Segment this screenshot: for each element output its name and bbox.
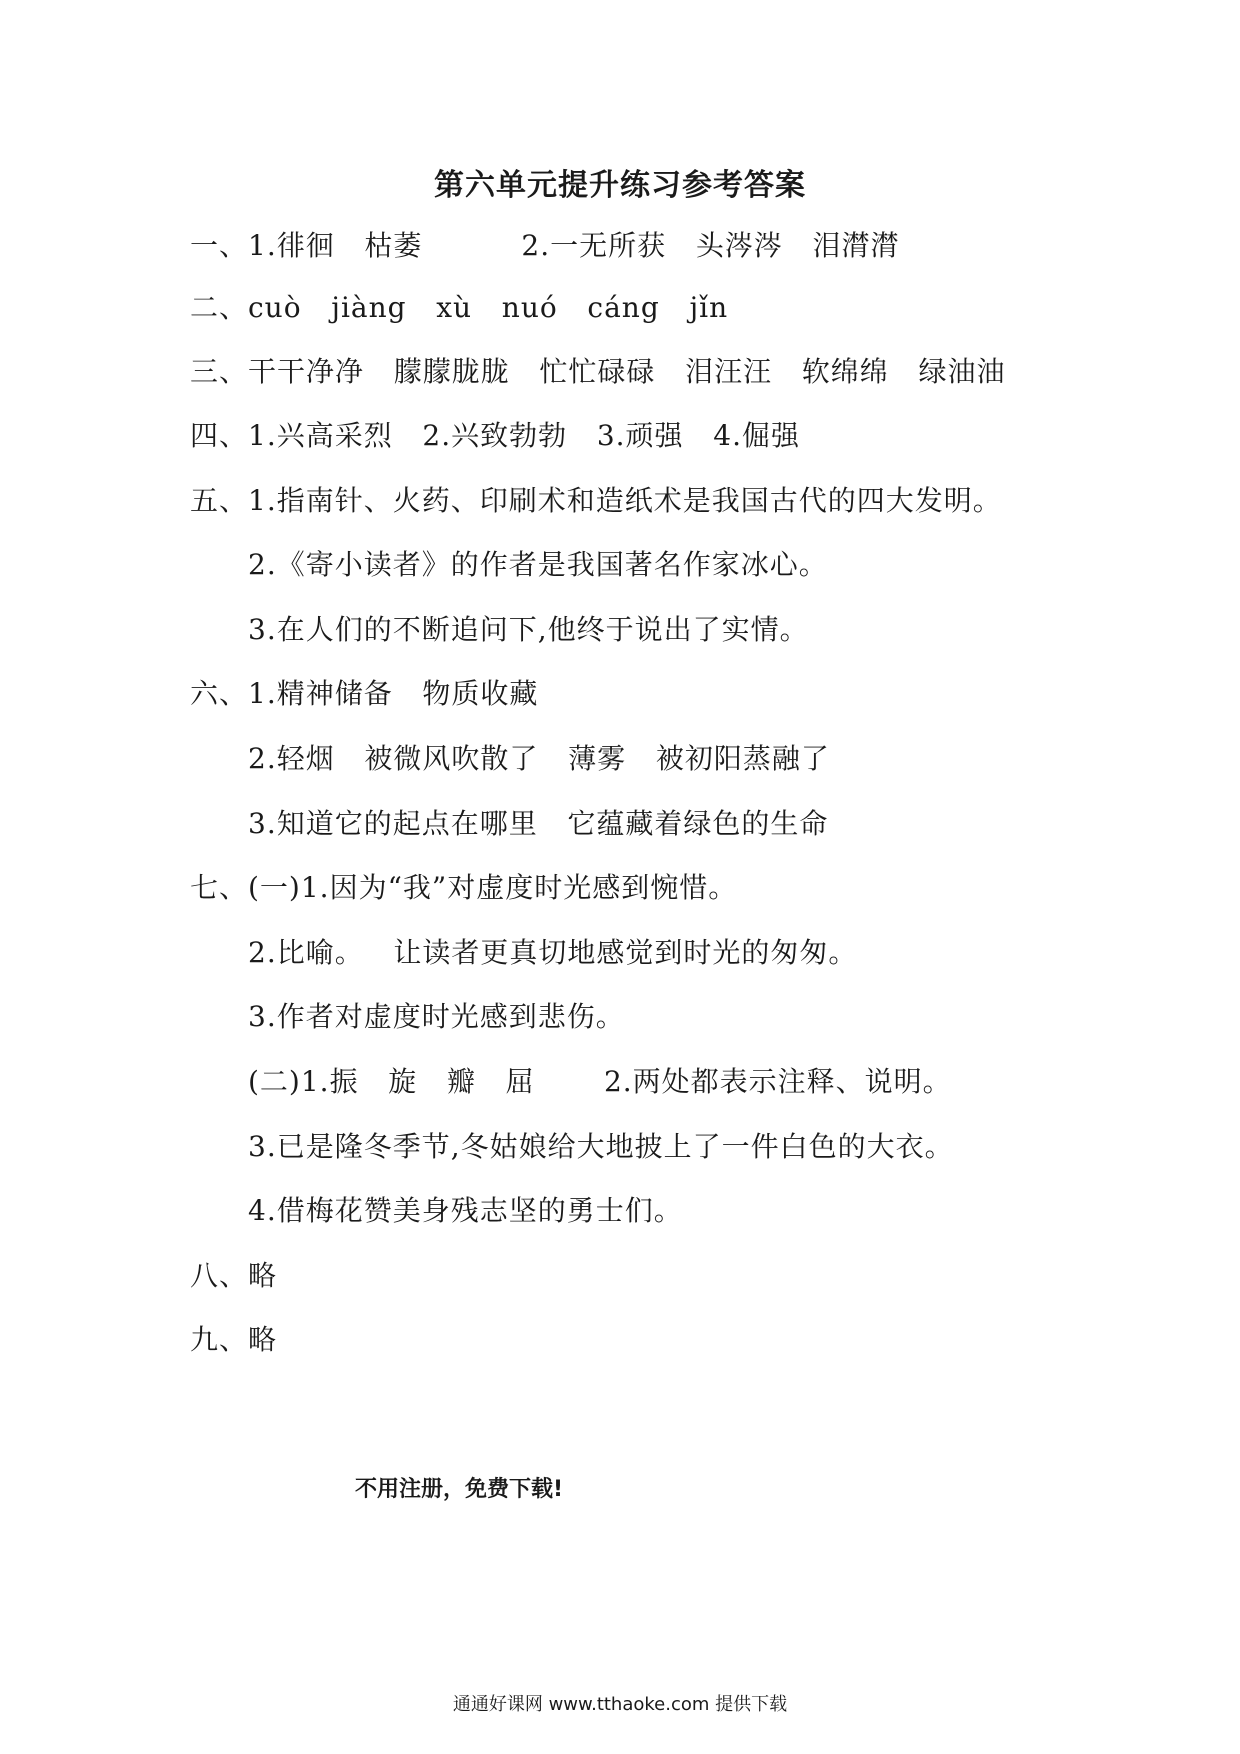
answer-line-6-3: 3.知道它的起点在哪里 它蕴藏着绿色的生命 bbox=[248, 807, 829, 840]
answer-line-7-2: 2.比喻。 让读者更真切地感觉到时光的匆匆。 bbox=[248, 936, 858, 969]
answer-line-5-2: 2.《寄小读者》的作者是我国著名作家冰心。 bbox=[248, 548, 828, 581]
answer-line-2: 二、cuò jiàng xù nuó cáng jǐn bbox=[190, 291, 729, 324]
answer-line-8: 八、略 bbox=[190, 1259, 278, 1292]
answer-line-7-part2-3: 3.已是隆冬季节,冬姑娘给大地披上了一件白色的大衣。 bbox=[248, 1130, 954, 1163]
promo-note: 不用注册，免费下载! bbox=[355, 1477, 564, 1502]
answer-line-7-part2-4: 4.借梅花赞美身残志坚的勇士们。 bbox=[248, 1194, 683, 1227]
answer-line-5-3: 3.在人们的不断追问下,他终于说出了实情。 bbox=[248, 613, 809, 646]
answer-line-6-2: 2.轻烟 被微风吹散了 薄雾 被初阳蒸融了 bbox=[248, 742, 830, 775]
answer-line-6: 六、1.精神储备 物质收藏 bbox=[190, 677, 539, 710]
page-title: 第六单元提升练习参考答案 bbox=[434, 168, 806, 203]
answer-line-7-3: 3.作者对虚度时光感到悲伤。 bbox=[248, 1000, 625, 1033]
answer-line-3: 三、干干净净 朦朦胧胧 忙忙碌碌 泪汪汪 软绵绵 绿油油 bbox=[190, 355, 1006, 388]
answer-line-9: 九、略 bbox=[190, 1323, 278, 1356]
answer-line-1: 一、1.徘徊 枯萎 2.一无所获 头涔涔 泪潸潸 bbox=[190, 229, 900, 262]
answer-line-7: 七、(一)1.因为“我”对虚度时光感到惋惜。 bbox=[190, 871, 738, 904]
answer-line-5: 五、1.指南针、火药、印刷术和造纸术是我国古代的四大发明。 bbox=[190, 484, 1002, 517]
page-footer: 通通好课网 www.tthaoke.com 提供下载 bbox=[452, 1694, 788, 1715]
answer-line-4: 四、1.兴高采烈 2.兴致勃勃 3.顽强 4.倔强 bbox=[190, 419, 800, 452]
answer-line-7-part2: (二)1.振 旋 瓣 屈 2.两处都表示注释、说明。 bbox=[248, 1065, 952, 1098]
